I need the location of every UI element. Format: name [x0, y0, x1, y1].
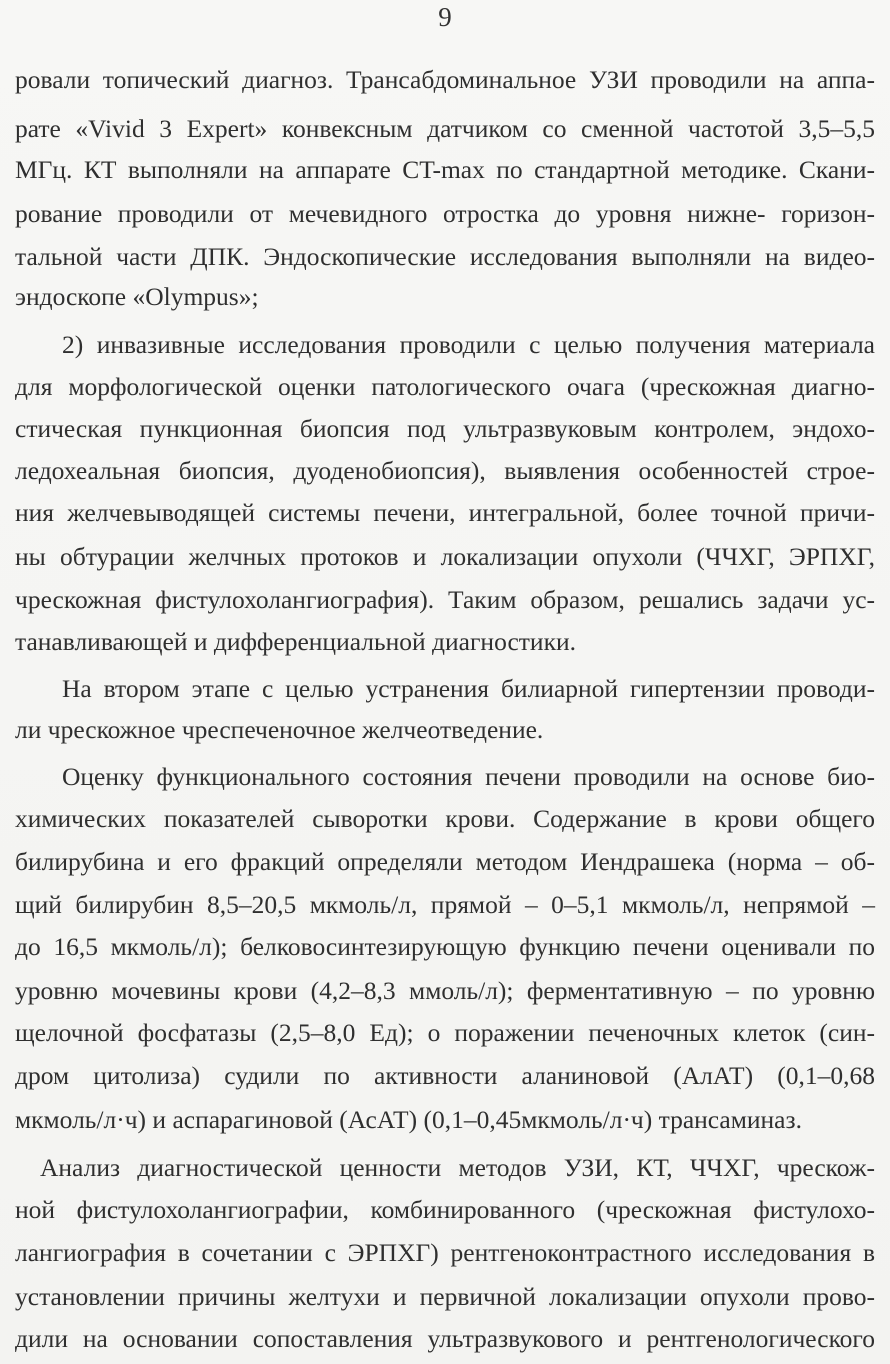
text-line: ли чрескожное чреспеченочное желчеотведение. — [15, 715, 544, 744]
text-line: 2) инвазивные исследования проводили с целью получения материала — [62, 330, 875, 359]
text-line: тальной части ДПК. Эндоскопические исследования выполняли на видео- — [15, 242, 875, 271]
text-line: билирубина и его фракций определяли методом Иендрашека (норма – об- — [15, 847, 875, 876]
text-line: химических показателей сыворотки крови. Содержание в крови общего — [15, 804, 875, 833]
text-line: установлении причины желтухи и первичной локализации опухоли прово- — [15, 1282, 875, 1311]
text-line: до 16,5 мкмоль/л); белковосинтезирующую функцию печени оценивали по — [15, 932, 875, 961]
text-line: ледохеальная биопсия, дуоденобиопсия), выявления особенностей строе- — [15, 456, 875, 485]
text-line: чрескожная фистулохолангиография). Таким образом, решались задачи ус- — [15, 585, 875, 614]
text-line: рование проводили от мечевидного отростка до уровня нижне- горизон- — [15, 199, 875, 228]
text-line: ровали топический диагноз. Трансабдоминальное УЗИ проводили на аппа- — [15, 65, 875, 94]
text-line: Оценку функционального состояния печени проводили на основе био- — [62, 762, 875, 791]
text-line: мкмоль/л·ч) и аспарагиновой (АсАТ) (0,1–0,45мкмоль/л·ч) трансаминаз. — [15, 1105, 802, 1134]
text-line: Анализ диагностической ценности методов УЗИ, КТ, ЧЧХГ, чрескож- — [40, 1153, 875, 1182]
text-line: дили на основании сопоставления ультразвукового и рентгенологического — [15, 1324, 875, 1353]
text-line: лангиография в сочетании с ЭРПХГ) рентгеноконтрастного исследования в — [15, 1238, 875, 1267]
text-line: На втором этапе с целью устранения билиарной гипертензии проводи- — [62, 674, 875, 703]
text-line: ния желчевыводящей системы печени, интегральной, более точной причи- — [15, 498, 875, 527]
text-line: ной фистулохолангиографии, комбинированного (чрескожная фистулохо- — [15, 1195, 875, 1224]
text-line: эндоскопе «Olympus»; — [15, 282, 259, 311]
page-number: 9 — [438, 2, 452, 32]
text-line: щелочной фосфатазы (2,5–8,0 Ед); о поражении печеночных клеток (син- — [15, 1018, 875, 1047]
text-line: щий билирубин 8,5–20,5 мкмоль/л, прямой – 0–5,1 мкмоль/л, непрямой – — [15, 890, 875, 919]
text-line: МГц. КТ выполняли на аппарате CT-max по стандартной методике. Скани- — [15, 155, 875, 184]
text-line: ны обтурации желчных протоков и локализации опухоли (ЧЧХГ, ЭРПХГ, — [15, 542, 875, 571]
text-line: для морфологической оценки патологического очага (чрескожная диагно- — [15, 372, 875, 401]
text-line: рате «Vivid 3 Expert» конвексным датчиком со сменной частотой 3,5–5,5 — [15, 114, 875, 143]
text-line: уровню мочевины крови (4,2–8,3 ммоль/л); ферментативную – по уровню — [15, 976, 875, 1005]
text-line: танавливающей и дифференциальной диагностики. — [15, 627, 576, 656]
text-line: стическая пункционная биопсия под ультразвуковым контролем, эндохо- — [15, 414, 875, 443]
text-line: дром цитолиза) судили по активности аланиновой (АлАТ) (0,1–0,68 — [15, 1061, 875, 1090]
